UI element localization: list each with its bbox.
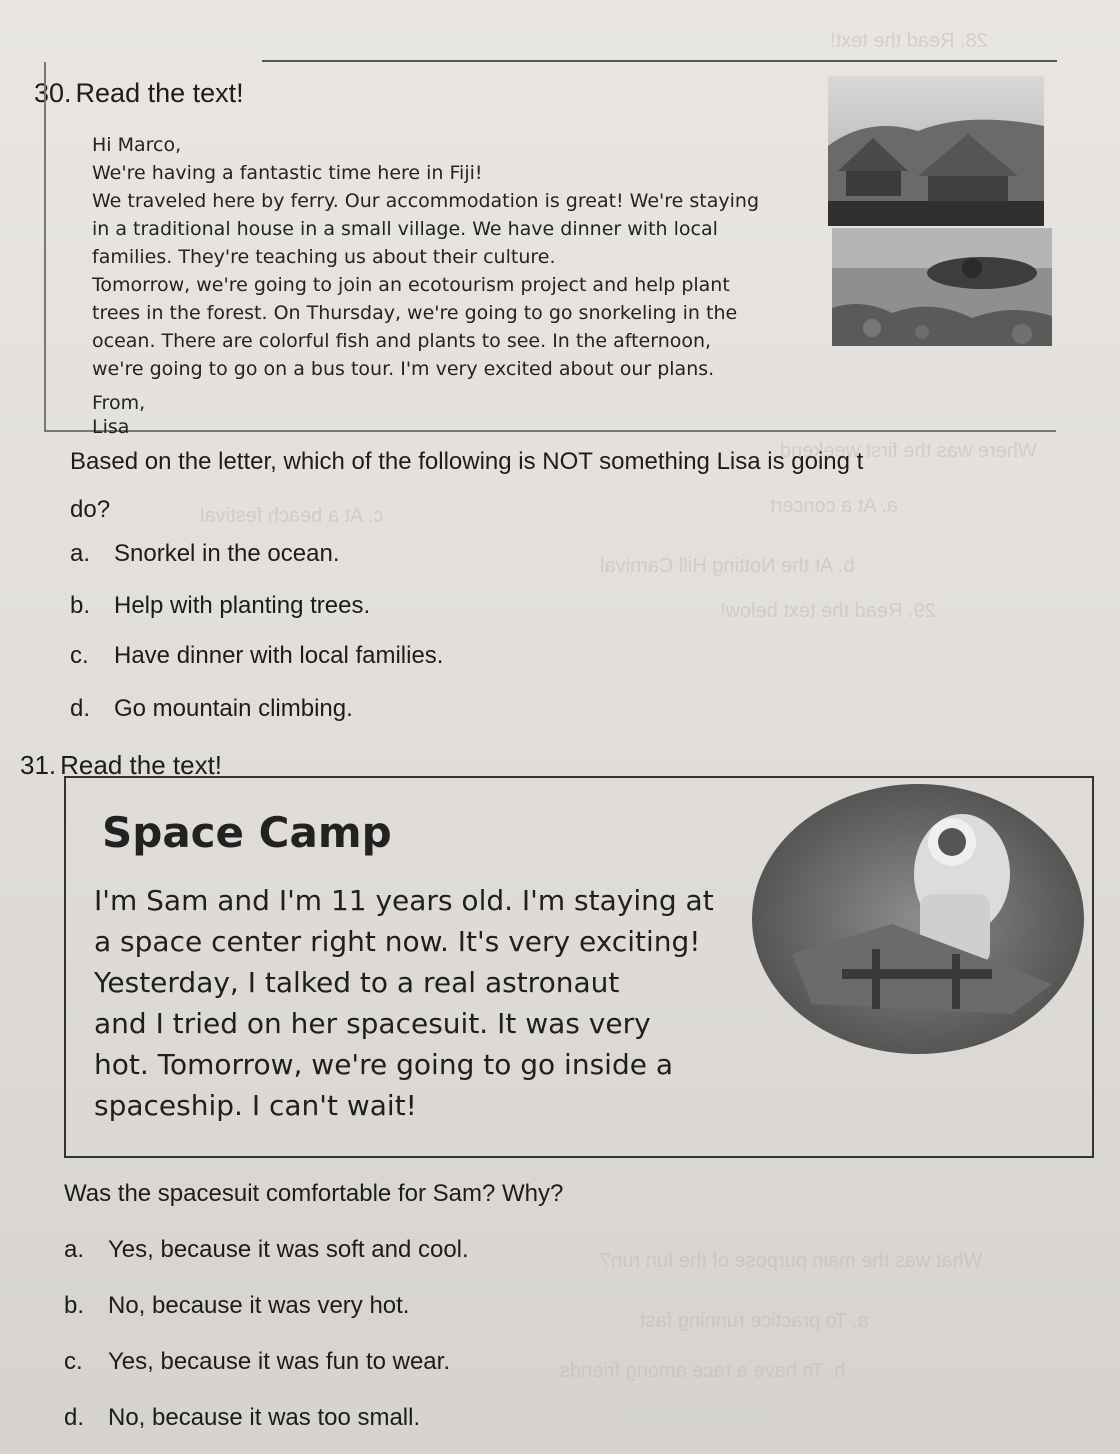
letter-line: We're having a fantastic time here in Fiji! bbox=[92, 162, 483, 184]
option-letter: a. bbox=[64, 1236, 85, 1263]
letter-line: we're going to go on a bus tour. I'm very excited about our plans. bbox=[92, 358, 715, 380]
question-number: 30. bbox=[34, 78, 72, 108]
question-30-line-2: do? bbox=[70, 496, 111, 523]
bleed-through-text: Where was the first weekend bbox=[780, 440, 1037, 462]
option-30-b[interactable] bbox=[70, 592, 370, 620]
bleed-through-text: What was the main purpose of the fun run? bbox=[600, 1250, 983, 1272]
option-31-d[interactable] bbox=[64, 1404, 420, 1432]
option-letter: b. bbox=[70, 592, 91, 619]
story-line: a space center right now. It's very exciting! bbox=[94, 925, 701, 958]
option-31-c[interactable] bbox=[64, 1348, 450, 1376]
question-31: Was the spacesuit comfortable for Sam? Why? bbox=[64, 1180, 564, 1207]
option-31-a[interactable] bbox=[64, 1236, 469, 1264]
option-text: Have dinner with local families. bbox=[114, 642, 444, 669]
story-line: and I tried on her spacesuit. It was very bbox=[94, 1007, 651, 1040]
story-text bbox=[94, 880, 714, 1126]
letter-line: Tomorrow, we're going to join an ecotourism project and help plant bbox=[92, 274, 730, 296]
story-line: spaceship. I can't wait! bbox=[94, 1089, 417, 1122]
letter-signature: Lisa bbox=[92, 416, 130, 438]
option-text: Go mountain climbing. bbox=[114, 695, 353, 722]
option-letter: a. bbox=[70, 540, 91, 567]
letter-greeting: Hi Marco, bbox=[92, 134, 182, 156]
question-number: 31. bbox=[20, 750, 57, 780]
question-instruction: Read the text! bbox=[60, 750, 223, 780]
letter-line: families. They're teaching us about their culture. bbox=[92, 246, 556, 268]
bleed-through-text: b. At the Notting Hill Carnival bbox=[600, 555, 855, 577]
letter-line: trees in the forest. On Thursday, we're going to go snorkeling in the bbox=[92, 302, 738, 324]
story-line: Yesterday, I talked to a real astronaut bbox=[94, 966, 620, 999]
story-title: Space Camp bbox=[102, 808, 392, 857]
option-text: No, because it was too small. bbox=[108, 1404, 421, 1431]
option-text: Yes, because it was fun to wear. bbox=[108, 1348, 450, 1375]
bleed-through-text: 29. Read the text below! bbox=[720, 600, 936, 622]
option-letter: d. bbox=[70, 695, 91, 722]
letter-line: in a traditional house in a small village. We have dinner with local bbox=[92, 218, 718, 240]
letter-line: ocean. There are colorful fish and plants to see. In the afternoon, bbox=[92, 330, 712, 352]
story-line: hot. Tomorrow, we're going to go inside a bbox=[94, 1048, 674, 1081]
option-text: Yes, because it was soft and cool. bbox=[108, 1236, 469, 1263]
bleed-through-text: c. At a beach festival bbox=[200, 505, 384, 527]
question-30-line-1: Based on the letter, which of the following is NOT something Lisa is going t bbox=[70, 448, 864, 475]
bleed-through-text: a. At a concert bbox=[770, 495, 898, 517]
option-letter: b. bbox=[64, 1292, 85, 1319]
option-letter: c. bbox=[70, 642, 89, 669]
option-30-d[interactable] bbox=[70, 695, 353, 723]
option-30-c[interactable] bbox=[70, 642, 443, 670]
option-text: Help with planting trees. bbox=[114, 592, 371, 619]
letter-line: We traveled here by ferry. Our accommodation is great! We're staying bbox=[92, 190, 760, 212]
option-30-a[interactable] bbox=[70, 540, 339, 568]
bleed-through-text: 28. Read the text! bbox=[830, 30, 988, 52]
village-photo bbox=[828, 76, 1044, 226]
bleed-through-text: b. To have a race among friends bbox=[560, 1360, 846, 1382]
letter-closing: From, bbox=[92, 392, 146, 414]
snorkeling-photo bbox=[832, 228, 1052, 346]
option-letter: d. bbox=[64, 1404, 85, 1431]
letter-text bbox=[92, 131, 759, 441]
option-31-b[interactable] bbox=[64, 1292, 409, 1320]
option-text: Snorkel in the ocean. bbox=[114, 540, 340, 567]
letter-box-top-border bbox=[262, 60, 1057, 62]
bleed-through-text: a. To practice running fast bbox=[640, 1310, 869, 1332]
option-text: No, because it was very hot. bbox=[108, 1292, 410, 1319]
story-line: I'm Sam and I'm 11 years old. I'm staying at bbox=[94, 884, 714, 917]
question-instruction: Read the text! bbox=[75, 78, 244, 108]
option-letter: c. bbox=[64, 1348, 83, 1375]
astronaut-photo bbox=[752, 784, 1084, 1054]
